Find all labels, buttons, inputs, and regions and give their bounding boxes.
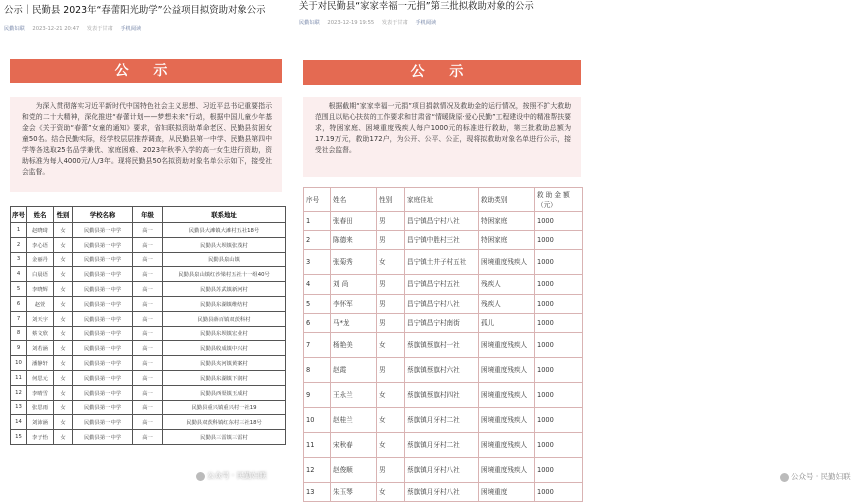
table-cell: 李子怡 [27,430,54,445]
table-cell: 李晓辉 [27,282,54,297]
table-cell: 高一 [133,296,163,311]
table-header-row [11,207,286,223]
table-row [11,282,286,297]
recipient-table [303,187,583,502]
table-cell: 女 [54,267,73,282]
table-cell: 民勤县苏武镇新河村 [163,282,286,297]
table-cell: 民勤县东湖镇维结村 [163,296,286,311]
table-cell: 1000 [535,313,583,332]
table-row [304,357,583,382]
table-cell: 女 [377,332,405,357]
table-cell: 民勤县第一中学 [73,385,133,400]
table-cell: 女 [54,311,73,326]
column-header: 年级 [133,207,163,223]
table-cell: 困境重度 [479,482,535,501]
table-cell: 1000 [535,250,583,275]
column-header: 救助类别 [479,188,535,212]
notice-banner: 公 示 [10,59,282,83]
table-cell: 2 [304,231,331,250]
table-cell: 高一 [133,311,163,326]
table-cell: 刘沛涵 [27,415,54,430]
table-cell: 刘 尚 [331,275,377,294]
table-cell: 4 [11,267,27,282]
table-cell: 困境重度残疾人 [479,407,535,432]
table-cell: 1000 [535,332,583,357]
table-row [11,326,286,341]
table-cell: 高一 [133,223,163,238]
table-cell: 刘天宇 [27,311,54,326]
table-cell: 男 [377,212,405,231]
table-cell: 1000 [535,407,583,432]
table-cell: 13 [304,482,331,501]
right-article [296,0,851,497]
table-cell: 民勤县薛百镇双茨科村 [163,311,286,326]
table-row [304,332,583,357]
table-row [11,237,286,252]
table-row [304,275,583,294]
table-row [304,250,583,275]
table-cell: 女 [54,341,73,356]
table-cell: 张春田 [331,212,377,231]
table-cell: 1000 [535,231,583,250]
table-cell: 民勤县第一中学 [73,237,133,252]
table-row [11,400,286,415]
column-header: 学校名称 [73,207,133,223]
table-row [304,482,583,501]
table-cell: 民勤县第一中学 [73,267,133,282]
table-cell: 蔡旗镇月牙村八社 [405,482,479,501]
table-cell: 李心语 [27,237,54,252]
table-cell: 困境重度残疾人 [479,332,535,357]
table-cell: 高一 [133,415,163,430]
table-cell: 昌宁镇土井子村五社 [405,250,479,275]
watermark-text: 公众号 · 民勤妇联 [207,471,267,480]
table-row [304,457,583,482]
column-header: 序号 [11,207,27,223]
table-cell: 女 [377,432,405,457]
table-row [11,370,286,385]
table-cell: 特困家庭 [479,212,535,231]
table-cell: 民勤县第一中学 [73,326,133,341]
table-cell: 蔡旗镇蔡旗村六社 [405,357,479,382]
table-cell: 民勤县第一中学 [73,282,133,297]
table-cell: 1000 [535,457,583,482]
table-cell: 高一 [133,356,163,371]
table-cell: 赵晓琦 [27,223,54,238]
table-cell: 特困家庭 [479,231,535,250]
table-cell: 困境重度残疾人 [479,382,535,407]
watermark-text: 公众号 · 民勤妇联 [791,472,851,481]
table-cell: 民勤县第一中学 [73,430,133,445]
table-cell: 女 [54,400,73,415]
table-cell: 困境重度残疾人 [479,457,535,482]
wechat-icon [780,473,789,482]
recipient-table [10,206,286,445]
left-article [0,0,294,492]
author-link[interactable]: 民勤妇联 [4,26,25,32]
author-link[interactable]: 民勤妇联 [299,20,320,26]
table-cell: 5 [304,294,331,313]
table-cell: 李怀军 [331,294,377,313]
table-cell: 2 [11,237,27,252]
table-cell: 民勤县大坝镇张茂村 [163,237,286,252]
table-cell: 高一 [133,282,163,297]
table-row [11,430,286,445]
table-cell: 高一 [133,267,163,282]
publish-location: 发表于甘肃 [86,26,113,32]
table-cell: 民勤县夹河镇黄案村 [163,356,286,371]
table-cell: 5 [11,282,27,297]
table-cell: 孤儿 [479,313,535,332]
table-cell: 困境重度残疾人 [479,357,535,382]
table-row [304,313,583,332]
table-cell: 昌宁镇昌宁村五社 [405,275,479,294]
table-cell: 高一 [133,385,163,400]
table-cell: 1000 [535,275,583,294]
table-cell: 男 [377,231,405,250]
table-row [11,252,286,267]
table-cell: 民勤县东湖镇下润村 [163,370,286,385]
table-row [304,294,583,313]
table-cell: 残疾人 [479,275,535,294]
table-cell: 民勤县泉山镇 [163,252,286,267]
table-cell: 6 [11,296,27,311]
table-cell: 女 [54,430,73,445]
table-cell: 8 [11,326,27,341]
article-title: 公示｜民勤县 2023年“春蕾阳光助学”公益项目拟资助对象公示 [4,5,266,16]
table-cell: 男 [377,457,405,482]
table-cell: 男 [377,313,405,332]
table-cell: 赵萱 [27,296,54,311]
table-cell: 女 [54,415,73,430]
table-cell: 女 [54,370,73,385]
table-cell: 王永兰 [331,382,377,407]
notice-text: 根据截期“家家幸福一元捐”项目捐款情况及救助金的运行情况，按照不扩大救助范围且以贴心扶贫的工作要求和甘肃省“情暖陇原·爱心民勤”工程建设中的精准帮扶要求，特困家庭、困境重度残疾人每户1000元的标准进行救助，第三批救助总额为17.19万元，救助172户，为公开、公平、公正，现将拟救助对象名单进行公示，接受社会监督。 [303,97,581,177]
column-header: 性别 [54,207,73,223]
table-cell: 白晨语 [27,267,54,282]
table-cell: 民勤县第一中学 [73,400,133,415]
table-cell: 蔡旗镇月牙村八社 [405,457,479,482]
article-meta [4,25,147,32]
table-row [304,231,583,250]
table-cell: 高一 [133,370,163,385]
table-row [11,311,286,326]
table-cell: 潘静轩 [27,356,54,371]
table-cell: 7 [11,311,27,326]
table-cell: 4 [304,275,331,294]
table-cell: 蔡旗镇蔡旗村四社 [405,382,479,407]
table-cell: 12 [11,385,27,400]
table-cell: 朱玉琴 [331,482,377,501]
table-cell: 张思雨 [27,400,54,415]
table-cell: 1000 [535,482,583,501]
table-row [304,432,583,457]
table-cell: 女 [377,482,405,501]
table-cell: 女 [54,282,73,297]
table-cell: 困境重度残疾人 [479,432,535,457]
table-cell: 民勤县西渠镇玉成村 [163,385,286,400]
table-cell: 民勤县东坝镇宏业村 [163,326,286,341]
table-cell: 蔡旗镇蔡旗村一社 [405,332,479,357]
table-cell: 张菊秀 [331,250,377,275]
table-cell: 高一 [133,237,163,252]
table-row [304,407,583,432]
table-cell: 高一 [133,430,163,445]
table-cell: 蔡旗镇月牙村二社 [405,407,479,432]
table-cell: 困境重度残疾人 [479,250,535,275]
table-cell: 女 [54,252,73,267]
table-cell: 金丽丹 [27,252,54,267]
table-row [11,341,286,356]
table-cell: 民勤县第一中学 [73,341,133,356]
notice-banner: 公 示 [303,60,581,85]
table-cell: 马*龙 [331,313,377,332]
table-cell: 民勤县第一中学 [73,311,133,326]
table-cell: 民勤县三雷镇三雷村 [163,430,286,445]
article-title: 关于对民勤县“家家幸福一元捐”第三批拟救助对象的公示 [299,1,534,12]
table-cell: 1000 [535,357,583,382]
column-header: 姓名 [331,188,377,212]
table-cell: 女 [377,250,405,275]
table-cell: 女 [377,407,405,432]
table-cell: 1000 [535,212,583,231]
mobile-read-link[interactable]: 手机阅读 [415,20,437,26]
table-cell: 昌宁镇中胜村三社 [405,231,479,250]
table-cell: 女 [54,223,73,238]
table-cell: 男 [377,275,405,294]
table-cell: 6 [304,313,331,332]
column-header: 联系地址 [163,207,286,223]
table-cell: 1 [11,223,27,238]
table-cell: 7 [304,332,331,357]
table-row [11,267,286,282]
table-cell: 昌宁镇昌宁村南街 [405,313,479,332]
table-cell: 赵霞 [331,357,377,382]
table-cell: 民勤县第一中学 [73,415,133,430]
table-cell: 民勤县双茨科镇红东村三社18号 [163,415,286,430]
notice-text: 为深入贯彻落实习近平新时代中国特色社会主义思想、习近平总书记重要指示和党的二十大精神，深化推进“春蕾计划——梦想未来”行动，根据中国儿童少年基金会《关于资助“春蕾”女童的通知》要求，省妇联拟资助革命老区、民勤县贫困女童50名。结合民勤实际，经学校层层推荐调查，从民勤县第一中学、民勤县第四中学等各选取25名品学兼优、家庭困难、2023年秋季入学的高一女生进行资助，资助标准为每人4000元/人/3年。现将民勤县50名拟资助对象名单公示如下，接受社会监督。 [10,97,282,192]
table-cell: 民勤县第一中学 [73,223,133,238]
table-cell: 民勤县重兴镇重兴村一社19 [163,400,286,415]
table-cell: 10 [304,407,331,432]
table-cell: 女 [54,296,73,311]
table-cell: 13 [11,400,27,415]
table-cell: 男 [377,294,405,313]
table-cell: 宋秋春 [331,432,377,457]
column-header: 家庭住址 [405,188,479,212]
watermark [196,470,267,481]
column-header: 救 助 金 额（元） [535,188,583,212]
table-cell: 男 [377,357,405,382]
table-row [304,212,583,231]
table-row [304,382,583,407]
table-header-row [304,188,583,212]
table-cell: 民勤县收成镇中兴村 [163,341,286,356]
table-cell: 民勤县第一中学 [73,252,133,267]
watermark [780,471,851,482]
wechat-icon [196,472,205,481]
table-cell: 昌宁镇昌宁村八社 [405,212,479,231]
table-row [11,415,286,430]
table-cell: 刘若涵 [27,341,54,356]
table-cell: 李晴雪 [27,385,54,400]
table-cell: 高一 [133,326,163,341]
publish-time: 2023-12-21 20:47 [32,26,80,32]
table-cell: 女 [54,237,73,252]
table-cell: 杨艳美 [331,332,377,357]
table-row [11,223,286,238]
table-row [11,356,286,371]
publish-location: 发表于甘肃 [381,20,408,26]
table-cell: 1000 [535,294,583,313]
table-cell: 高一 [133,400,163,415]
article-meta [299,19,442,26]
table-cell: 12 [304,457,331,482]
table-cell: 15 [11,430,27,445]
table-cell: 赵俊顺 [331,457,377,482]
table-cell: 10 [11,356,27,371]
column-header: 性别 [377,188,405,212]
table-cell: 1 [304,212,331,231]
table-cell: 民勤县第一中学 [73,296,133,311]
table-cell: 11 [11,370,27,385]
table-cell: 赵桂兰 [331,407,377,432]
table-cell: 8 [304,357,331,382]
column-header: 序号 [304,188,331,212]
table-cell: 民勤县第一中学 [73,370,133,385]
table-cell: 蔡旗镇月牙村二社 [405,432,479,457]
table-cell: 昌宁镇昌宁村八社 [405,294,479,313]
mobile-read-link[interactable]: 手机阅读 [120,26,142,32]
table-cell: 高一 [133,252,163,267]
table-cell: 9 [304,382,331,407]
table-row [11,385,286,400]
table-cell: 3 [304,250,331,275]
table-cell: 蔡文欣 [27,326,54,341]
table-cell: 女 [54,356,73,371]
table-cell: 11 [304,432,331,457]
table-cell: 民勤县大滩镇大滩村五社18号 [163,223,286,238]
table-cell: 何思元 [27,370,54,385]
table-cell: 民勤县第一中学 [73,356,133,371]
table-cell: 女 [377,382,405,407]
publish-time: 2023-12-19 19:55 [327,20,375,26]
table-cell: 14 [11,415,27,430]
table-cell: 女 [54,385,73,400]
table-cell: 女 [54,326,73,341]
table-cell: 高一 [133,341,163,356]
table-cell: 民勤县泉山镇红沙梁村五社十一组40号 [163,267,286,282]
table-cell: 残疾人 [479,294,535,313]
table-cell: 3 [11,252,27,267]
table-row [11,296,286,311]
table-cell: 1000 [535,382,583,407]
table-cell: 1000 [535,432,583,457]
column-header: 姓名 [27,207,54,223]
table-cell: 9 [11,341,27,356]
table-cell: 陈德来 [331,231,377,250]
